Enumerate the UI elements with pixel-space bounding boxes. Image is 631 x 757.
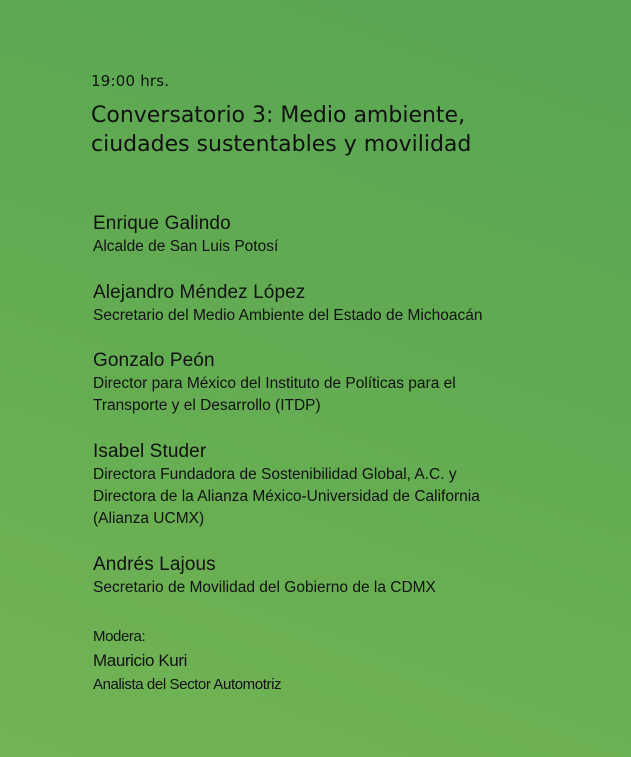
speaker-role: Secretario de Movilidad del Gobierno de la CDMX <box>93 579 436 596</box>
speaker-andres-lajous <box>93 553 613 599</box>
session-title <box>91 101 611 159</box>
speaker-name: Andrés Lajous <box>93 554 216 575</box>
speaker-isabel-studer <box>93 440 613 530</box>
speaker-name: Alejandro Méndez López <box>93 282 306 303</box>
speaker-alejandro-mendez-lopez <box>93 281 613 327</box>
speaker-role: Director para México del Instituto de Políticas para el Transporte y el Desarrollo (ITDP) <box>93 375 456 414</box>
speaker-role: Secretario del Medio Ambiente del Estado de Michoacán <box>93 307 483 324</box>
session-time: 19:00 hrs. <box>91 72 170 90</box>
speaker-enrique-galindo <box>93 212 613 258</box>
moderator-name: Mauricio Kuri <box>93 651 187 670</box>
moderator-block <box>93 626 281 696</box>
speaker-name: Gonzalo Peón <box>93 350 215 371</box>
moderator-label: Modera: <box>93 628 146 645</box>
speaker-name: Isabel Studer <box>93 441 207 462</box>
speaker-role: Directora Fundadora de Sostenibilidad Global, A.C. y Directora de la Alianza México-Universidad de California (Alianza UCMX) <box>93 466 480 527</box>
speaker-name: Enrique Galindo <box>93 213 231 234</box>
speaker-role: Alcalde de San Luis Potosí <box>93 238 279 255</box>
session-title-line-2: ciudades sustentables y movilidad <box>91 132 472 157</box>
session-title-line-1: Conversatorio 3: Medio ambiente, <box>91 103 466 128</box>
moderator-role: Analista del Sector Automotriz <box>93 676 282 693</box>
speaker-gonzalo-peon <box>93 349 613 417</box>
